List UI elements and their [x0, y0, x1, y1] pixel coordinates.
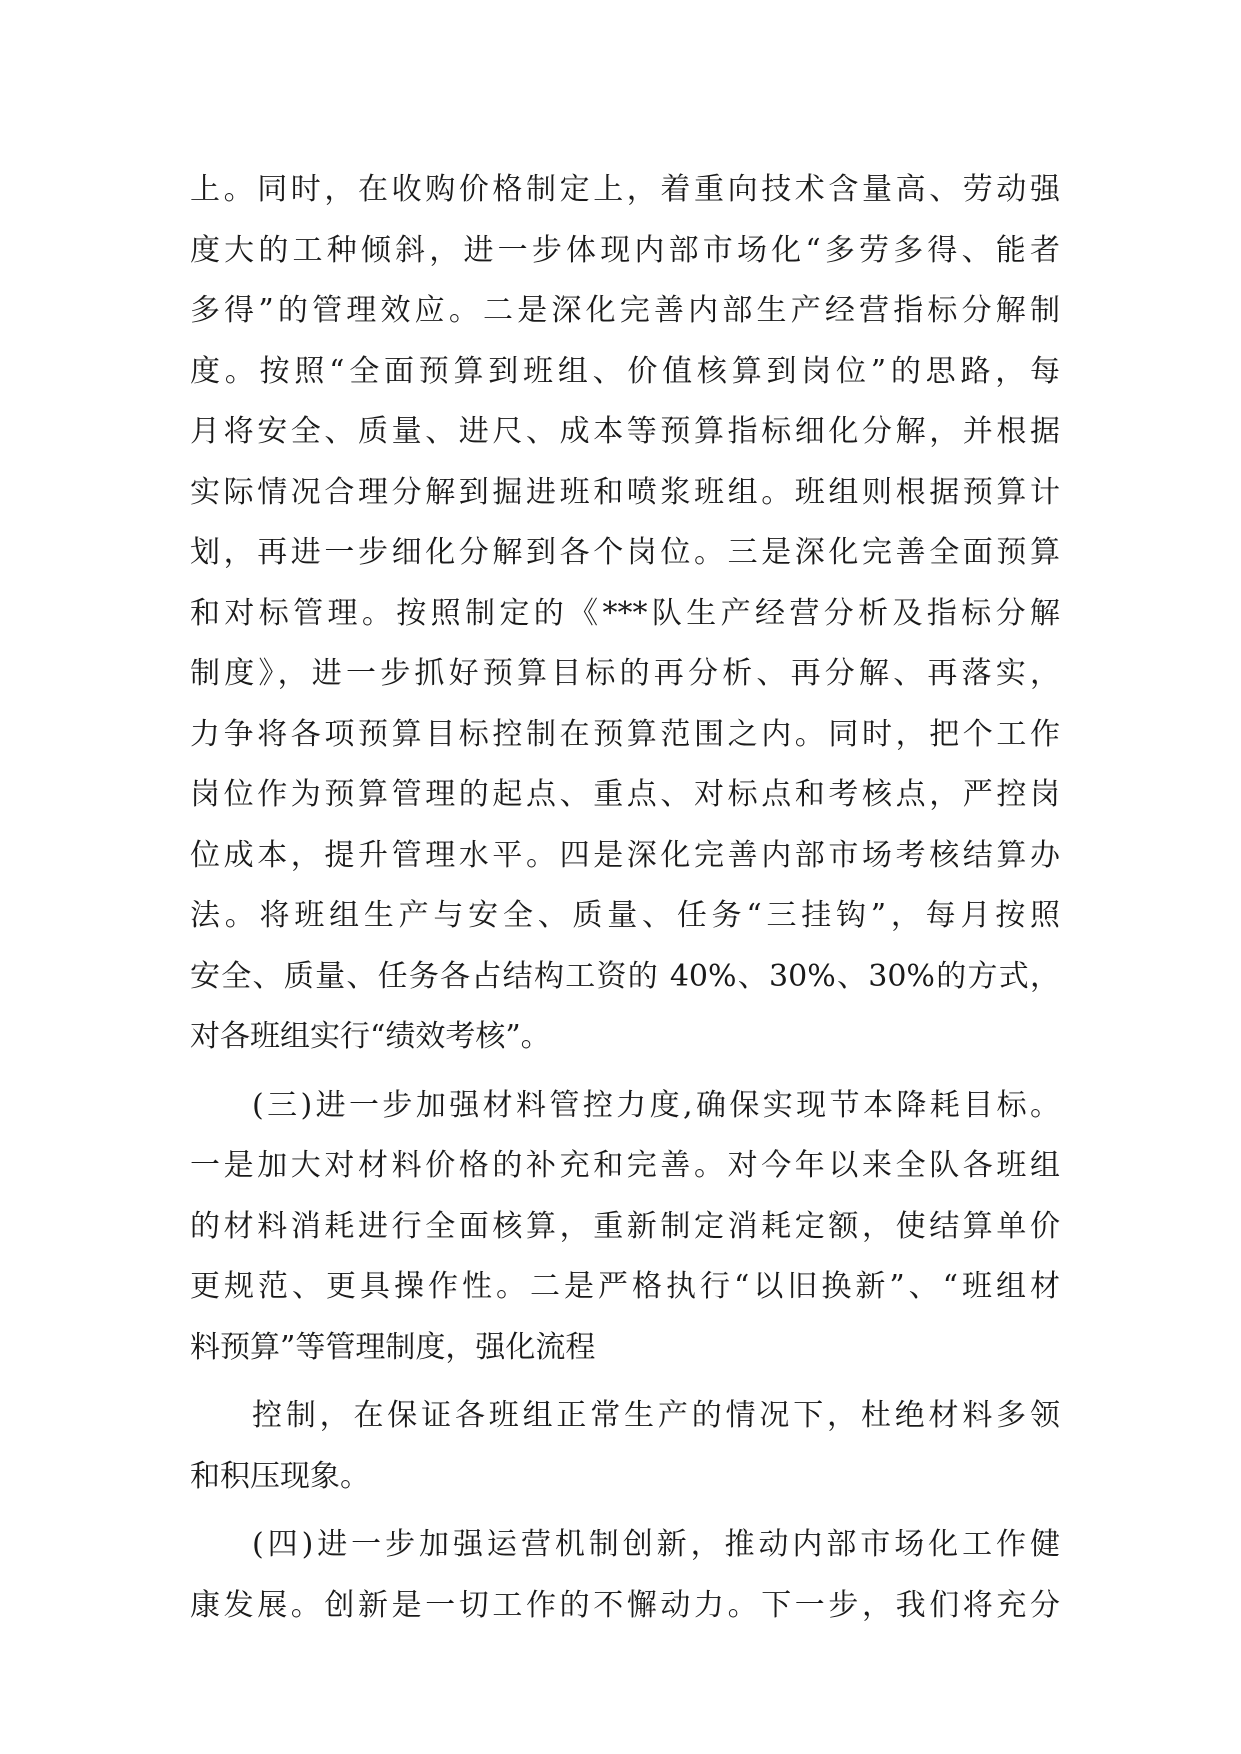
text-line: 和积压现象。: [190, 1458, 370, 1494]
text-line: 划，再进一步细化分解到各个岗位。三是深化完善全面预算: [190, 535, 1060, 570]
text-line: 制度》，进一步抓好预算目标的再分析、再分解、再落实，: [190, 656, 1060, 691]
text-line: 对各班组实行“绩效考核”。: [190, 1019, 551, 1054]
text-line: 控制，在保证各班组正常生产的情况下，杜绝材料多领: [252, 1398, 1060, 1433]
text-line: 料预算”等管理制度，强化流程: [190, 1329, 596, 1365]
text-line: 力争将各项预算目标控制在预算范围之内。同时，把个工作: [190, 716, 1060, 752]
text-line: 法。将班组生产与安全、质量、任务“三挂钩”，每月按照: [190, 898, 1060, 933]
text-line: (四)进一步加强运营机制创新，推动内部市场化工作健: [252, 1527, 1060, 1562]
text-line: 位成本，提升管理水平。四是深化完善内部市场考核结算办: [190, 837, 1060, 873]
text-line: 度。按照“全面预算到班组、价值核算到岗位”的思路，每: [190, 353, 1060, 389]
text-line: 更规范、更具操作性。二是严格执行“以旧换新”、“班组材: [190, 1269, 1060, 1304]
text-line: 上。同时，在收购价格制定上，着重向技术含量高、劳动强: [190, 172, 1060, 207]
text-line: 实际情况合理分解到掘进班和喷浆班组。班组则根据预算计: [190, 474, 1060, 510]
text-line: 月将安全、质量、进尺、成本等预算指标细化分解，并根据: [190, 414, 1060, 449]
text-line: 康发展。创新是一切工作的不懈动力。下一步，我们将充分: [190, 1587, 1060, 1623]
text-line: 度大的工种倾斜，进一步体现内部市场化“多劳多得、能者: [190, 232, 1060, 268]
document-body: [190, 160, 1060, 1636]
text-line: 和对标管理。按照制定的《***队生产经营分析及指标分解: [190, 595, 1060, 631]
text-line: (三)进一步加强材料管控力度,确保实现节本降耗目标。: [252, 1087, 1060, 1123]
text-line: 的材料消耗进行全面核算，重新制定消耗定额，使结算单价: [190, 1208, 1060, 1244]
text-line: 一是加大对材料价格的补充和完善。对今年以来全队各班组: [190, 1148, 1060, 1183]
text-line: 岗位作为预算管理的起点、重点、对标点和考核点，严控岗: [190, 777, 1060, 812]
text-line: 多得”的管理效应。二是深化完善内部生产经营指标分解制: [190, 293, 1060, 328]
text-line: 安全、质量、任务各占结构工资的 40%、30%、30%的方式，: [190, 958, 1060, 994]
